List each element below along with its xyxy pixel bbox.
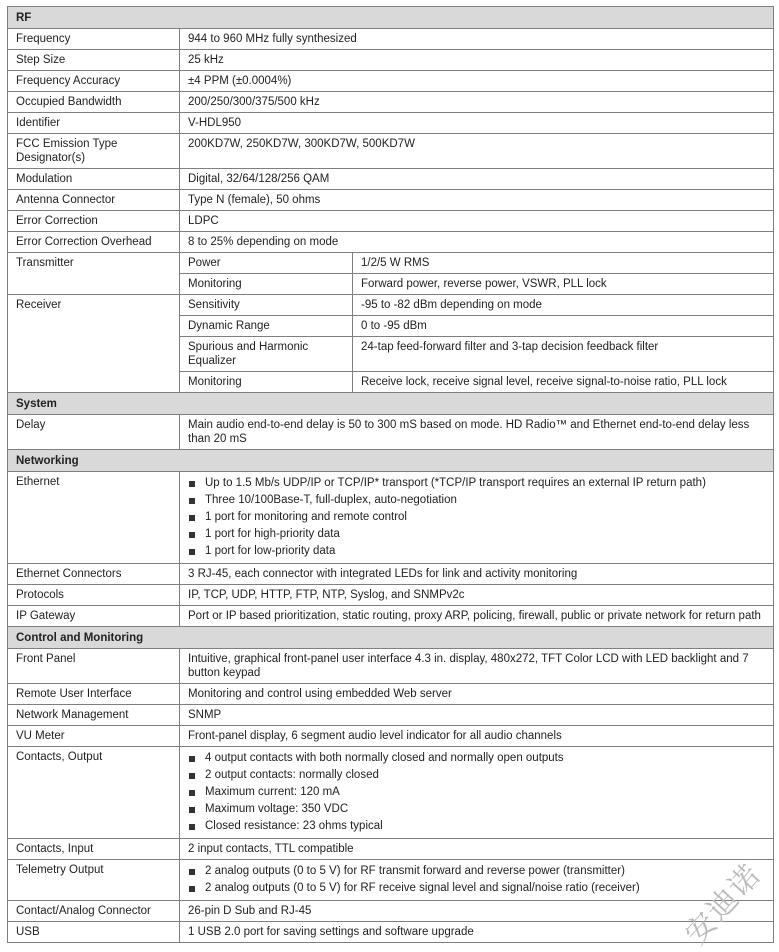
spec-label: Receiver (8, 295, 180, 393)
spec-value: Monitoring and control using embedded Web server (180, 684, 774, 705)
spec-value: Main audio end-to-end delay is 50 to 300 mS based on mode. HD Radio™ and Ethernet end-to-end delay less than 20 mS (180, 415, 774, 450)
spec-label: Frequency Accuracy (8, 71, 180, 92)
spec-value: 200KD7W, 250KD7W, 300KD7W, 500KD7W (180, 134, 774, 169)
spec-sublabel: Dynamic Range (180, 316, 353, 337)
bullet-list (188, 475, 765, 560)
bullet-item: Three 10/100Base-T, full-duplex, auto-negotiation (188, 492, 765, 509)
spec-label: Ethernet Connectors (8, 564, 180, 585)
spec-value: 8 to 25% depending on mode (180, 232, 774, 253)
bullet-item: 2 analog outputs (0 to 5 V) for RF transmit forward and reverse power (transmitter) (188, 863, 765, 880)
spec-label: VU Meter (8, 726, 180, 747)
spec-value: Intuitive, graphical front-panel user interface 4.3 in. display, 480x272, TFT Color LCD with LED backlight and 7 button keypad (180, 649, 774, 684)
spec-row (8, 415, 774, 450)
spec-label: Contacts, Output (8, 747, 180, 839)
spec-row (8, 134, 774, 169)
spec-label: Front Panel (8, 649, 180, 684)
bullet-item: 1 port for low-priority data (188, 543, 765, 560)
bullet-list (188, 750, 765, 835)
spec-label: Delay (8, 415, 180, 450)
bullet-item: Up to 1.5 Mb/s UDP/IP or TCP/IP* transport (*TCP/IP transport requires an external IP return path) (188, 475, 765, 492)
spec-label: Remote User Interface (8, 684, 180, 705)
spec-value: ±4 PPM (±0.0004%) (180, 71, 774, 92)
section-header-system (8, 393, 774, 415)
spec-value: Digital, 32/64/128/256 QAM (180, 169, 774, 190)
spec-label: Error Correction Overhead (8, 232, 180, 253)
spec-row (8, 232, 774, 253)
section-title: Control and Monitoring (8, 627, 774, 649)
spec-row (8, 92, 774, 113)
spec-label: Ethernet (8, 472, 180, 564)
bullet-item: 1 port for high-priority data (188, 526, 765, 543)
spec-row (8, 901, 774, 922)
section-title: System (8, 393, 774, 415)
bullet-item: 2 analog outputs (0 to 5 V) for RF receive signal level and signal/noise ratio (receiver) (188, 880, 765, 897)
spec-row (8, 253, 774, 274)
spec-sublabel: Spurious and Harmonic Equalizer (180, 337, 353, 372)
watermark-text: 安迪诺 (678, 856, 769, 952)
spec-value (180, 747, 774, 839)
spec-value: Forward power, reverse power, VSWR, PLL lock (353, 274, 774, 295)
spec-row (8, 190, 774, 211)
spec-row (8, 860, 774, 901)
spec-label: Contact/Analog Connector (8, 901, 180, 922)
spec-value: Receive lock, receive signal level, receive signal-to-noise ratio, PLL lock (353, 372, 774, 393)
spec-label: Antenna Connector (8, 190, 180, 211)
spec-row (8, 839, 774, 860)
spec-row (8, 211, 774, 232)
spec-row (8, 472, 774, 564)
spec-value: 3 RJ-45, each connector with integrated LEDs for link and activity monitoring (180, 564, 774, 585)
spec-value: 1/2/5 W RMS (353, 253, 774, 274)
spec-row (8, 747, 774, 839)
spec-value: 1 USB 2.0 port for saving settings and software upgrade (180, 922, 774, 943)
spec-row (8, 564, 774, 585)
spec-value: 25 kHz (180, 50, 774, 71)
section-header-networking (8, 450, 774, 472)
bullet-item: Maximum voltage: 350 VDC (188, 801, 765, 818)
spec-value: Port or IP based prioritization, static routing, proxy ARP, policing, firewall, public or private network for return path (180, 606, 774, 627)
spec-row (8, 705, 774, 726)
spec-value: Front-panel display, 6 segment audio level indicator for all audio channels (180, 726, 774, 747)
spec-value: Type N (female), 50 ohms (180, 190, 774, 211)
spec-sublabel: Monitoring (180, 274, 353, 295)
spec-value: 200/250/300/375/500 kHz (180, 92, 774, 113)
spec-value: 24-tap feed-forward filter and 3-tap decision feedback filter (353, 337, 774, 372)
spec-row (8, 606, 774, 627)
spec-label: Step Size (8, 50, 180, 71)
spec-row (8, 169, 774, 190)
spec-value (180, 860, 774, 901)
spec-row (8, 113, 774, 134)
spec-value: IP, TCP, UDP, HTTP, FTP, NTP, Syslog, and SNMPv2c (180, 585, 774, 606)
spec-sublabel: Sensitivity (180, 295, 353, 316)
section-header-rf (8, 7, 774, 29)
spec-label: Transmitter (8, 253, 180, 295)
spec-value: 2 input contacts, TTL compatible (180, 839, 774, 860)
spec-label: Telemetry Output (8, 860, 180, 901)
spec-label: Error Correction (8, 211, 180, 232)
bullet-list (188, 863, 765, 897)
spec-value: 0 to -95 dBm (353, 316, 774, 337)
spec-value: LDPC (180, 211, 774, 232)
spec-value: 944 to 960 MHz fully synthesized (180, 29, 774, 50)
bullet-item: 4 output contacts with both normally closed and normally open outputs (188, 750, 765, 767)
section-title: RF (8, 7, 774, 29)
bullet-item: 1 port for monitoring and remote control (188, 509, 765, 526)
spec-value: -95 to -82 dBm depending on mode (353, 295, 774, 316)
bullet-item: Maximum current: 120 mA (188, 784, 765, 801)
spec-row (8, 922, 774, 943)
spec-row (8, 71, 774, 92)
spec-label: IP Gateway (8, 606, 180, 627)
spec-row (8, 585, 774, 606)
spec-label: Contacts, Input (8, 839, 180, 860)
spec-label: Protocols (8, 585, 180, 606)
spec-table (7, 6, 774, 943)
spec-value: 26-pin D Sub and RJ-45 (180, 901, 774, 922)
spec-label: Identifier (8, 113, 180, 134)
spec-row (8, 726, 774, 747)
spec-label: Occupied Bandwidth (8, 92, 180, 113)
bullet-item: 2 output contacts: normally closed (188, 767, 765, 784)
spec-row (8, 684, 774, 705)
spec-label: Network Management (8, 705, 180, 726)
spec-sublabel: Monitoring (180, 372, 353, 393)
spec-row (8, 295, 774, 316)
spec-row (8, 50, 774, 71)
spec-row (8, 649, 774, 684)
spec-sublabel: Power (180, 253, 353, 274)
section-header-control (8, 627, 774, 649)
spec-label: Frequency (8, 29, 180, 50)
bullet-item: Closed resistance: 23 ohms typical (188, 818, 765, 835)
spec-label: Modulation (8, 169, 180, 190)
spec-value (180, 472, 774, 564)
spec-value: V-HDL950 (180, 113, 774, 134)
spec-value: SNMP (180, 705, 774, 726)
section-title: Networking (8, 450, 774, 472)
spec-label: FCC Emission Type Designator(s) (8, 134, 180, 169)
spec-label: USB (8, 922, 180, 943)
spec-row (8, 29, 774, 50)
